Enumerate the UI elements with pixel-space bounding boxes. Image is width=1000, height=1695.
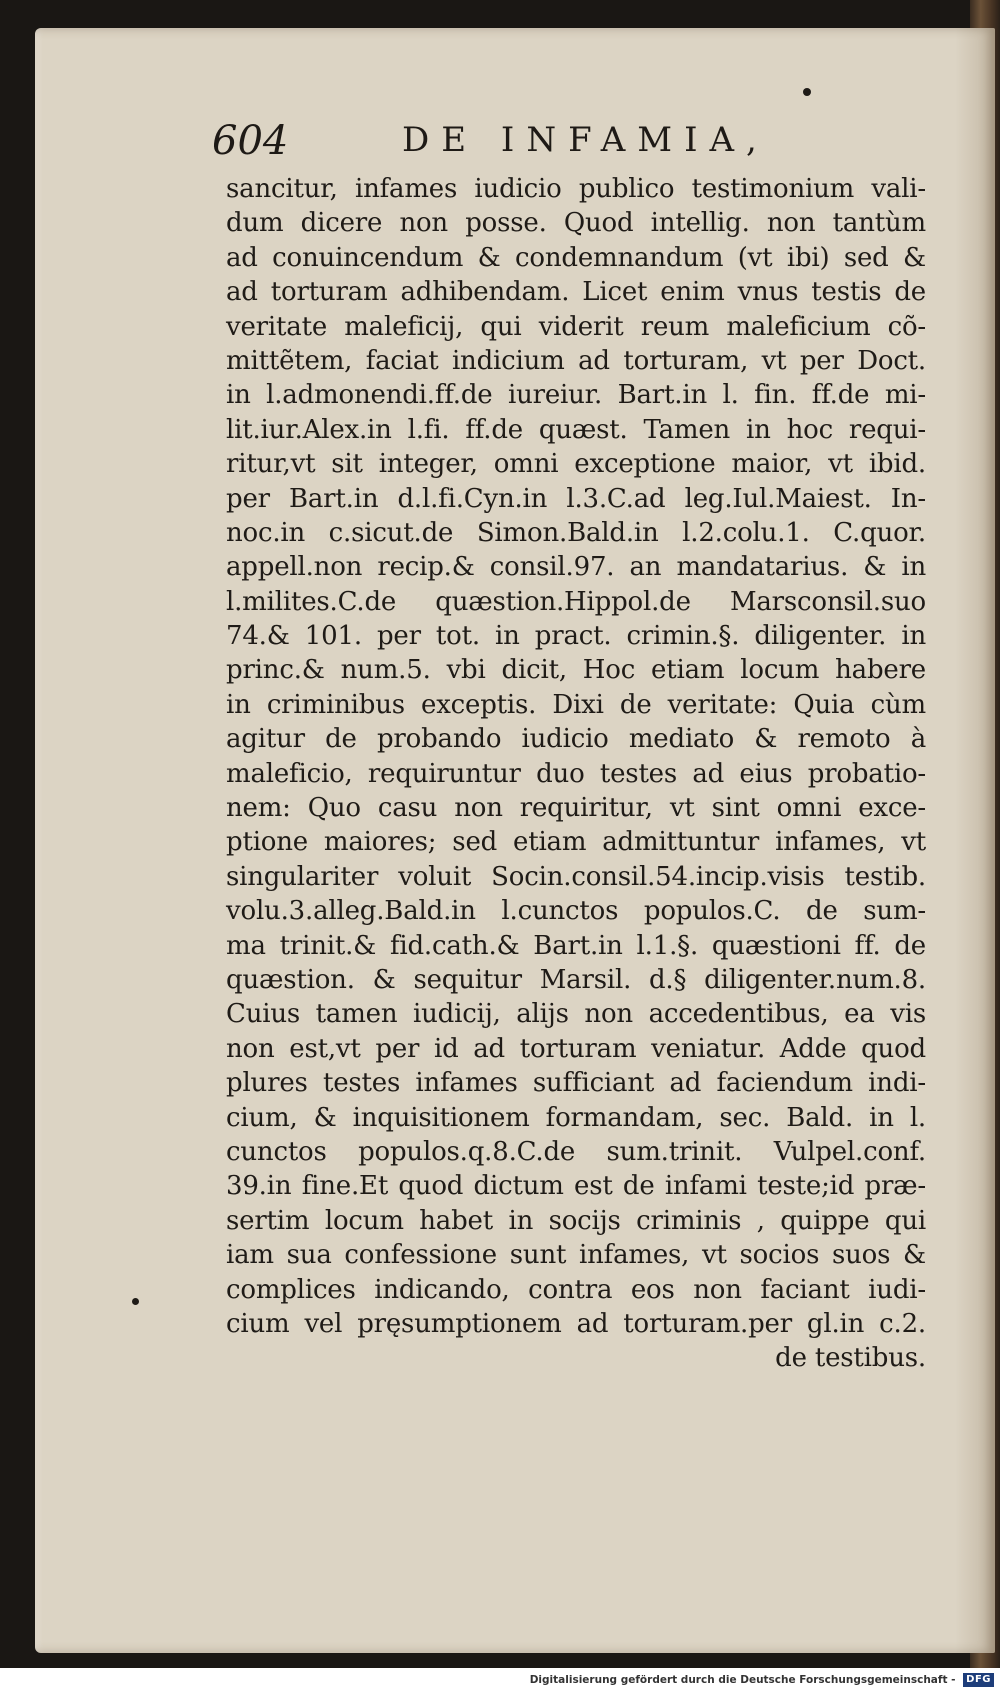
dfg-logo-icon: DFG xyxy=(963,1673,994,1687)
text-line: noc.in c.sicut.de Simon.Bald.in l.2.colu.1. C.quor. xyxy=(226,517,926,548)
running-head: DE INFAMIA, xyxy=(402,120,769,160)
text-line: sancitur, infames iudicio publico testimonium vali- xyxy=(226,174,926,204)
text-line: l.milites.C.de quæstion.Hippol.de Marsconsil.suo xyxy=(226,586,926,617)
catchword-line: de testibus. xyxy=(775,1343,926,1374)
text-line: ma trinit.& fid.cath.& Bart.in l.1.§. quæstioni ff. de xyxy=(226,930,926,961)
text-line: Cuius tamen iudicij, alijs non accedentibus, ea vis xyxy=(226,999,926,1030)
text-line: dum dicere non posse. Quod intellig. non tantùm xyxy=(226,208,926,239)
text-line: singulariter voluit Socin.consil.54.incip.visis testib. xyxy=(226,861,926,892)
text-line: veritate maleficij, qui viderit reum maleficium cõ- xyxy=(226,311,926,342)
text-line: in l.admonendi.ff.de iureiur. Bart.in l. fin. ff.de mi- xyxy=(226,380,926,411)
text-line: maleficio, requiruntur duo testes ad eius probatio- xyxy=(226,758,926,789)
page-number: 604 xyxy=(212,118,289,164)
text-line: sertim locum habet in socijs criminis , quippe qui xyxy=(226,1205,926,1236)
text-line: non est,vt per id ad torturam veniatur. Adde quod xyxy=(226,1033,926,1064)
text-line: appell.non recip.& consil.97. an mandatarius. & in xyxy=(226,552,926,583)
page-header xyxy=(212,118,912,168)
text-line: 39.in fine.Et quod dictum est de infami teste;id præ- xyxy=(226,1171,926,1202)
text-line: ritur,vt sit integer, omni exceptione maior, vt ibid. xyxy=(226,449,926,480)
text-line: volu.3.alleg.Bald.in l.cunctos populos.C. de sum- xyxy=(226,896,926,927)
text-line: lit.iur.Alex.in l.fi. ff.de quæst. Tamen in hoc requi- xyxy=(226,414,926,445)
page-gutter-shadow xyxy=(955,28,995,1653)
body-text xyxy=(226,172,926,1376)
text-line: cunctos populos.q.8.C.de sum.trinit. Vulpel.conf. xyxy=(226,1136,926,1167)
text-line: per Bart.in d.l.fi.Cyn.in l.3.C.ad leg.Iul.Maiest. In- xyxy=(226,483,926,514)
text-line: princ.& num.5. vbi dicit, Hoc etiam locum habere xyxy=(226,655,926,686)
text-line: in criminibus exceptis. Dixi de veritate: Quia cùm xyxy=(226,689,926,720)
text-line: mittẽtem, faciat indicium ad torturam, vt per Doct. xyxy=(226,345,926,376)
text-line: quæstion. & sequitur Marsil. d.§ diligenter.num.8. xyxy=(226,964,926,995)
text-line: iam sua confessione sunt infames, vt socios suos & xyxy=(226,1240,926,1271)
text-line: complices indicando, contra eos non faciant iudi- xyxy=(226,1274,926,1305)
ink-speck-top xyxy=(803,88,811,96)
text-line: ad conuincendum & condemnandum (vt ibi) sed & xyxy=(226,242,926,273)
text-line: ptione maiores; sed etiam admittuntur infames, vt xyxy=(226,827,926,858)
credit-text: Digitalisierung gefördert durch die Deutsche Forschungsgemeinschaft - xyxy=(529,1674,956,1686)
text-line: 74.& 101. per tot. in pract. crimin.§. diligenter. in xyxy=(226,621,926,652)
text-line: cium vel pręsumptionem ad torturam.per gl.in c.2. xyxy=(226,1308,926,1339)
text-line: nem: Quo casu non requiritur, vt sint omni exce- xyxy=(226,793,926,824)
digitization-credit-bar xyxy=(0,1673,994,1691)
text-line: agitur de probando iudicio mediato & remoto à xyxy=(226,724,926,755)
text-line: ad torturam adhibendam. Licet enim vnus testis de xyxy=(226,277,926,308)
ink-speck-left xyxy=(132,1298,139,1305)
text-line: cium, & inquisitionem formandam, sec. Bald. in l. xyxy=(226,1102,926,1133)
text-line: plures testes infames sufficiant ad faciendum indi- xyxy=(226,1068,926,1099)
